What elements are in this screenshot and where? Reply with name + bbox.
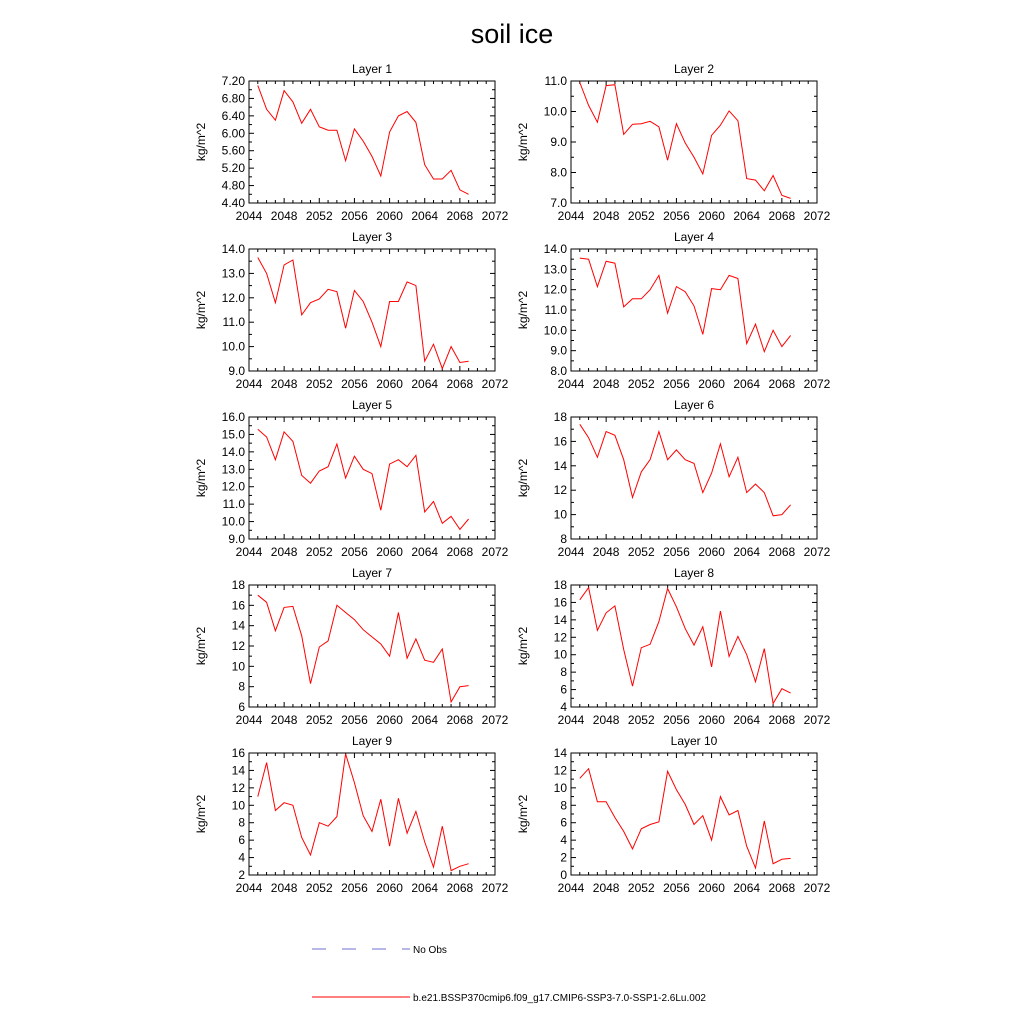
series-line	[580, 258, 791, 352]
x-tick-label: 2048	[270, 713, 298, 727]
y-tick-label: 14	[231, 618, 245, 633]
x-tick-label: 2060	[376, 881, 403, 895]
y-axis-label: kg/m^2	[194, 290, 208, 330]
x-tick-label: 2052	[627, 881, 655, 895]
panel-4	[516, 230, 831, 391]
y-tick-label: 10.0	[221, 514, 245, 529]
x-tick-label: 2072	[481, 545, 509, 559]
panel-title: Layer 7	[351, 566, 393, 580]
y-axis-label: kg/m^2	[194, 122, 208, 162]
x-tick-label: 2068	[446, 209, 474, 223]
panel-title: Layer 9	[351, 734, 393, 748]
y-tick-label: 6.40	[221, 108, 245, 123]
x-tick-label: 2052	[305, 377, 333, 391]
y-tick-label: 10	[553, 647, 567, 662]
x-tick-label: 2048	[592, 209, 620, 223]
y-axis-label: kg/m^2	[194, 626, 208, 666]
y-tick-label: 8	[238, 679, 245, 694]
y-tick-label: 12.0	[221, 479, 245, 494]
y-tick-label: 6	[238, 833, 245, 848]
y-tick-label: 11.0	[544, 303, 567, 317]
x-tick-label: 2056	[663, 377, 690, 391]
x-tick-label: 2044	[557, 377, 585, 391]
y-axis-label: kg/m^2	[516, 458, 530, 498]
x-tick-label: 2068	[768, 713, 796, 727]
y-tick-label: 18	[553, 410, 567, 424]
y-tick-label: 14	[553, 746, 567, 760]
panel-title: Layer 5	[351, 398, 393, 412]
y-tick-label: 14	[553, 612, 567, 627]
plot-frame	[571, 753, 817, 875]
x-tick-label: 2072	[803, 881, 831, 895]
y-tick-label: 10	[553, 780, 567, 795]
x-tick-label: 2072	[803, 545, 831, 559]
panel-6	[516, 398, 831, 559]
y-tick-label: 18	[231, 578, 245, 592]
x-tick-label: 2064	[411, 713, 439, 727]
y-tick-label: 12	[553, 630, 567, 645]
y-tick-label: 16	[553, 434, 567, 449]
x-tick-label: 2052	[305, 545, 333, 559]
y-tick-label: 12.0	[221, 290, 245, 305]
x-tick-label: 2060	[376, 209, 403, 223]
y-tick-label: 11.0	[222, 497, 245, 512]
x-tick-label: 2064	[733, 209, 761, 223]
y-tick-label: 8	[560, 665, 567, 680]
x-tick-label: 2056	[663, 545, 690, 559]
x-tick-label: 2048	[592, 545, 620, 559]
x-tick-label: 2072	[481, 881, 509, 895]
panel-10	[516, 734, 831, 895]
y-tick-label: 8	[238, 815, 245, 830]
y-tick-label: 13.0	[221, 266, 245, 281]
x-tick-label: 2072	[803, 377, 831, 391]
x-tick-label: 2064	[733, 377, 761, 391]
x-tick-label: 2072	[481, 377, 509, 391]
y-tick-label: 10.0	[543, 104, 567, 119]
y-tick-label: 12	[553, 483, 567, 498]
x-tick-label: 2052	[627, 377, 655, 391]
x-tick-label: 2052	[627, 713, 655, 727]
y-axis-label: kg/m^2	[516, 794, 530, 834]
x-tick-label: 2056	[663, 209, 690, 223]
plot-frame	[249, 585, 495, 707]
legend-model-label: b.e21.BSSP370cmip6.f09_g17.CMIP6-SSP3-7.0-SSP1-2.6Lu.002	[413, 993, 706, 1004]
x-tick-label: 2052	[627, 545, 655, 559]
x-tick-label: 2052	[305, 713, 333, 727]
x-tick-label: 2056	[341, 713, 368, 727]
x-tick-label: 2048	[592, 713, 620, 727]
legend	[312, 945, 706, 1004]
x-tick-label: 2072	[803, 209, 831, 223]
y-tick-label: 5.20	[221, 161, 245, 176]
plot-frame	[571, 81, 817, 203]
y-tick-label: 16	[553, 595, 567, 610]
plot-frame	[249, 417, 495, 539]
x-tick-label: 2064	[733, 545, 761, 559]
y-tick-label: 12	[553, 763, 567, 778]
x-tick-label: 2048	[270, 881, 298, 895]
x-tick-label: 2064	[411, 377, 439, 391]
y-tick-label: 13.0	[543, 262, 567, 277]
plot-frame	[571, 249, 817, 371]
x-tick-label: 2044	[235, 713, 263, 727]
y-tick-label: 10	[231, 798, 245, 813]
y-tick-label: 15.0	[221, 427, 245, 442]
panel-3	[194, 230, 509, 391]
y-tick-label: 0	[560, 868, 567, 882]
x-tick-label: 2044	[235, 545, 263, 559]
x-tick-label: 2048	[270, 209, 298, 223]
y-axis-label: kg/m^2	[516, 290, 530, 330]
x-tick-label: 2056	[663, 881, 690, 895]
y-tick-label: 8.0	[550, 364, 567, 378]
x-tick-label: 2068	[446, 881, 474, 895]
y-axis-label: kg/m^2	[516, 122, 530, 162]
x-tick-label: 2044	[557, 881, 585, 895]
x-tick-label: 2060	[698, 713, 725, 727]
y-tick-label: 14.0	[221, 242, 245, 256]
series-line	[258, 258, 469, 369]
y-tick-label: 9.0	[550, 135, 567, 149]
x-tick-label: 2072	[481, 713, 509, 727]
series-line	[258, 754, 469, 871]
series-line	[580, 83, 791, 199]
y-tick-label: 14	[231, 763, 245, 778]
panel-title: Layer 3	[351, 230, 393, 244]
y-tick-label: 14	[553, 458, 567, 473]
y-tick-label: 9.0	[550, 343, 567, 358]
x-tick-label: 2056	[341, 545, 368, 559]
x-tick-label: 2060	[698, 377, 725, 391]
y-axis-label: kg/m^2	[194, 794, 208, 834]
y-tick-label: 11.0	[544, 74, 567, 88]
y-tick-label: 4	[560, 700, 567, 714]
panel-title: Layer 6	[673, 398, 715, 412]
y-tick-label: 8	[560, 798, 567, 813]
y-tick-label: 18	[553, 578, 567, 592]
y-axis-label: kg/m^2	[516, 626, 530, 666]
y-tick-label: 4.40	[221, 196, 245, 210]
y-tick-label: 13.0	[221, 462, 245, 477]
series-line	[258, 85, 469, 194]
panel-title: Layer 2	[673, 62, 715, 76]
y-tick-label: 5.60	[221, 143, 245, 158]
y-tick-label: 4.80	[221, 178, 245, 193]
panel-title: Layer 10	[670, 734, 718, 748]
x-tick-label: 2048	[270, 545, 298, 559]
panel-5	[194, 398, 509, 559]
y-tick-label: 6.00	[221, 126, 245, 141]
x-tick-label: 2072	[481, 209, 509, 223]
y-tick-label: 4	[560, 833, 567, 848]
series-line	[580, 769, 791, 868]
series-line	[580, 588, 791, 704]
x-tick-label: 2060	[376, 377, 403, 391]
y-tick-label: 8	[560, 532, 567, 546]
x-tick-label: 2064	[411, 545, 439, 559]
y-tick-label: 6	[238, 700, 245, 714]
y-tick-label: 10.0	[543, 323, 567, 338]
x-tick-label: 2044	[557, 713, 585, 727]
y-tick-label: 4	[238, 850, 245, 865]
x-tick-label: 2048	[592, 377, 620, 391]
y-tick-label: 10	[553, 507, 567, 522]
y-tick-label: 2	[560, 850, 567, 865]
x-tick-label: 2068	[768, 377, 796, 391]
page-title: soil ice	[470, 19, 554, 49]
x-tick-label: 2060	[698, 881, 725, 895]
x-tick-label: 2044	[557, 545, 585, 559]
x-tick-label: 2052	[305, 209, 333, 223]
y-axis-label: kg/m^2	[194, 458, 208, 498]
y-tick-label: 16.0	[221, 410, 245, 424]
panel-title: Layer 1	[351, 62, 393, 76]
x-tick-label: 2072	[803, 713, 831, 727]
y-tick-label: 2	[238, 868, 245, 882]
plot-frame	[571, 417, 817, 539]
plot-frame	[249, 249, 495, 371]
x-tick-label: 2068	[768, 209, 796, 223]
y-tick-label: 7.20	[221, 74, 245, 88]
y-tick-label: 14.0	[221, 444, 245, 459]
panel-7	[194, 566, 509, 727]
x-tick-label: 2064	[733, 713, 761, 727]
x-tick-label: 2060	[698, 545, 725, 559]
x-tick-label: 2056	[341, 377, 368, 391]
y-tick-label: 10	[231, 659, 245, 674]
panel-1	[194, 62, 509, 223]
panel-title: Layer 4	[673, 230, 715, 244]
x-tick-label: 2060	[376, 545, 403, 559]
x-tick-label: 2048	[270, 377, 298, 391]
legend-obs-label: No Obs	[413, 945, 447, 956]
x-tick-label: 2068	[446, 713, 474, 727]
panel-title: Layer 8	[673, 566, 715, 580]
plot-frame	[249, 753, 495, 875]
x-tick-label: 2056	[341, 209, 368, 223]
y-tick-label: 6	[560, 682, 567, 697]
y-tick-label: 9.0	[228, 364, 245, 378]
x-tick-label: 2060	[698, 209, 725, 223]
y-tick-label: 12	[231, 639, 245, 653]
x-tick-label: 2068	[768, 881, 796, 895]
x-tick-label: 2068	[446, 377, 474, 391]
series-line	[258, 595, 469, 702]
series-line	[258, 429, 469, 529]
x-tick-label: 2064	[733, 881, 761, 895]
panel-2	[516, 62, 831, 223]
y-tick-label: 16	[231, 746, 245, 760]
panel-8	[516, 566, 831, 727]
x-tick-label: 2044	[557, 209, 585, 223]
x-tick-label: 2044	[235, 377, 263, 391]
x-tick-label: 2068	[768, 545, 796, 559]
x-tick-label: 2064	[411, 209, 439, 223]
y-tick-label: 8.0	[550, 165, 567, 180]
x-tick-label: 2044	[235, 209, 263, 223]
y-tick-label: 9.0	[228, 532, 245, 546]
panel-9	[194, 734, 509, 895]
x-tick-label: 2052	[627, 209, 655, 223]
x-tick-label: 2052	[305, 881, 333, 895]
y-tick-label: 10.0	[221, 339, 245, 354]
x-tick-label: 2060	[376, 713, 403, 727]
y-tick-label: 12	[231, 780, 245, 795]
y-tick-label: 6.80	[221, 91, 245, 106]
x-tick-label: 2068	[446, 545, 474, 559]
y-tick-label: 16	[231, 598, 245, 613]
y-tick-label: 12.0	[543, 282, 567, 297]
series-line	[580, 424, 791, 516]
y-tick-label: 14.0	[543, 242, 567, 256]
y-tick-label: 7.0	[550, 196, 567, 210]
y-tick-label: 11.0	[222, 315, 245, 330]
x-tick-label: 2056	[341, 881, 368, 895]
x-tick-label: 2064	[411, 881, 439, 895]
x-tick-label: 2048	[592, 881, 620, 895]
y-tick-label: 6	[560, 815, 567, 830]
panels	[194, 62, 831, 895]
x-tick-label: 2044	[235, 881, 263, 895]
x-tick-label: 2056	[663, 713, 690, 727]
